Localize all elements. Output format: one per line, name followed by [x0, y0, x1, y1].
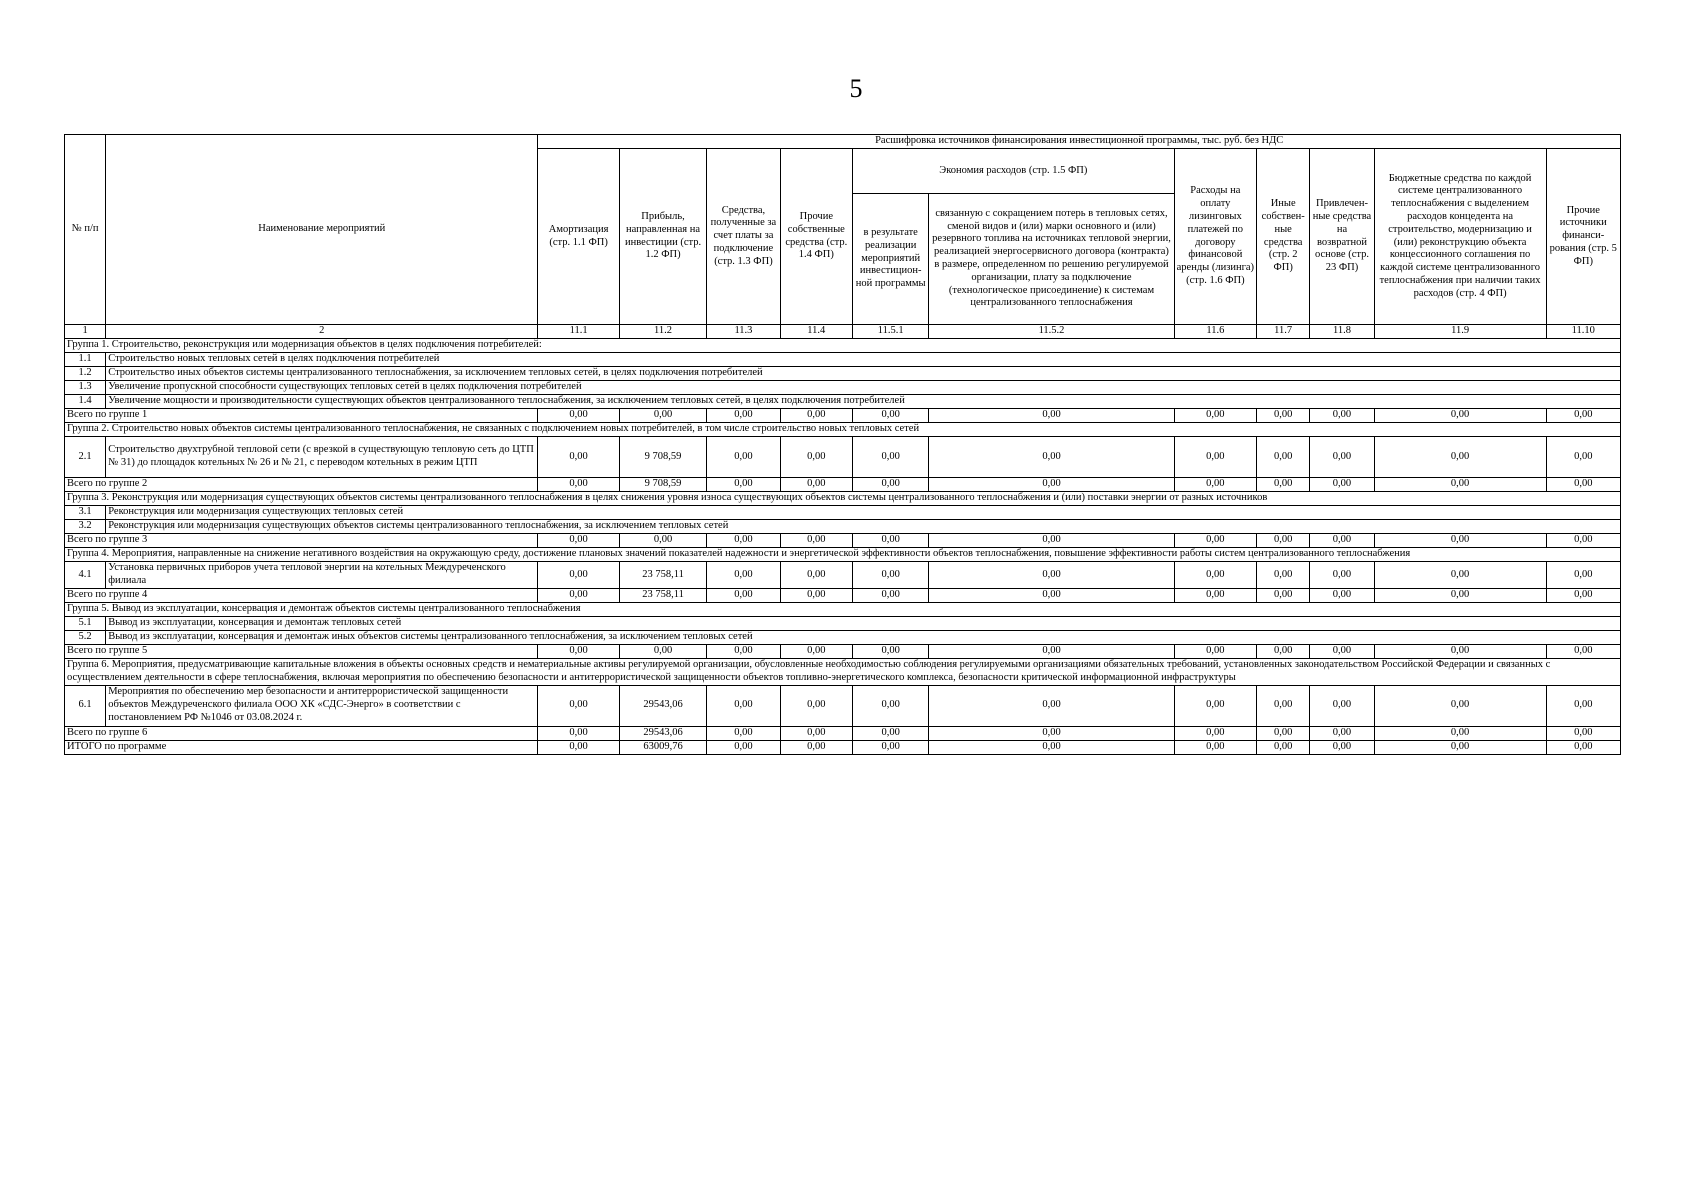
- header-other-sources: Прочие источники финанси-рования (стр. 5 ФП): [1546, 149, 1620, 325]
- header-num: № п/п: [65, 135, 106, 325]
- value-cell: 0,00: [1174, 726, 1256, 740]
- value-cell: 0,00: [1174, 740, 1256, 754]
- item-name: Вывод из эксплуатации, консервация и демонтаж тепловых сетей: [106, 617, 1621, 631]
- group-total-row: [65, 726, 1621, 740]
- value-cell: 0,00: [780, 409, 852, 423]
- value-cell: 0,00: [780, 437, 852, 478]
- item-number: 5.2: [65, 631, 106, 645]
- value-cell: 9 708,59: [619, 437, 706, 478]
- item-number: 1.1: [65, 353, 106, 367]
- value-cell: 0,00: [1546, 645, 1620, 659]
- value-cell: 0,00: [852, 437, 928, 478]
- group-title-row: [65, 659, 1621, 686]
- table-row: [65, 562, 1621, 589]
- col-number: 11.2: [619, 325, 706, 339]
- col-number: 11.7: [1257, 325, 1310, 339]
- item-number: 1.4: [65, 395, 106, 409]
- value-cell: 0,00: [619, 534, 706, 548]
- value-cell: 0,00: [707, 437, 780, 478]
- item-number: 1.2: [65, 367, 106, 381]
- value-cell: 0,00: [1374, 740, 1546, 754]
- header-savings-title: Экономия расходов (стр. 1.5 ФП): [852, 149, 1174, 194]
- table-row: [65, 685, 1621, 726]
- value-cell: 0,00: [538, 437, 619, 478]
- total-label: Всего по группе 1: [65, 409, 538, 423]
- value-cell: 0,00: [707, 589, 780, 603]
- total-label: Всего по группе 2: [65, 478, 538, 492]
- value-cell: 0,00: [929, 478, 1174, 492]
- value-cell: 63009,76: [619, 740, 706, 754]
- item-number: 1.3: [65, 381, 106, 395]
- value-cell: 0,00: [780, 589, 852, 603]
- total-label: Всего по группе 5: [65, 645, 538, 659]
- header-profit: Прибыль, направленная на инвестиции (стр. 1.2 ФП): [619, 149, 706, 325]
- item-number: 6.1: [65, 685, 106, 726]
- value-cell: 0,00: [852, 534, 928, 548]
- group-title-row: [65, 339, 1621, 353]
- item-name: Мероприятия по обеспечению мер безопасности и антитеррористической защищенности объектов Междуреченского филиала ООО ХК «СДС-Энерго» в соответствии с постановлением РФ №1046 от 03.08.2024 г.: [106, 685, 538, 726]
- value-cell: 0,00: [1174, 534, 1256, 548]
- value-cell: 0,00: [780, 562, 852, 589]
- table-row: [65, 506, 1621, 520]
- value-cell: 0,00: [929, 562, 1174, 589]
- col-number: 2: [106, 325, 538, 339]
- value-cell: 0,00: [780, 478, 852, 492]
- group-total-row: [65, 589, 1621, 603]
- value-cell: 0,00: [1310, 478, 1374, 492]
- item-name: Строительство новых тепловых сетей в целях подключения потребителей: [106, 353, 1621, 367]
- value-cell: 0,00: [852, 589, 928, 603]
- value-cell: 0,00: [1546, 409, 1620, 423]
- value-cell: 0,00: [1374, 589, 1546, 603]
- value-cell: 0,00: [1257, 685, 1310, 726]
- value-cell: 0,00: [1374, 534, 1546, 548]
- value-cell: 0,00: [538, 685, 619, 726]
- header-name: Наименование мероприятий: [106, 135, 538, 325]
- value-cell: 0,00: [707, 562, 780, 589]
- value-cell: 0,00: [1546, 685, 1620, 726]
- value-cell: 0,00: [1257, 562, 1310, 589]
- value-cell: 0,00: [1546, 726, 1620, 740]
- value-cell: 0,00: [707, 478, 780, 492]
- group-title: Группа 1. Строительство, реконструкция или модернизация объектов в целях подключения потребителей:: [65, 339, 1621, 353]
- col-number: 11.5.1: [852, 325, 928, 339]
- value-cell: 0,00: [1257, 645, 1310, 659]
- value-cell: 0,00: [780, 685, 852, 726]
- value-cell: 0,00: [1374, 685, 1546, 726]
- value-cell: 23 758,11: [619, 562, 706, 589]
- value-cell: 0,00: [929, 534, 1174, 548]
- value-cell: 0,00: [929, 726, 1174, 740]
- header-other-own2: Иные собствен-ные средства (стр. 2 ФП): [1257, 149, 1310, 325]
- value-cell: 0,00: [1310, 437, 1374, 478]
- item-name: Строительство двухтрубной тепловой сети (с врезкой в существующую тепловую сеть до ЦТП № 31) до площадок котельных № 26 и № 21, с переводом котельных в режим ЦТП: [106, 437, 538, 478]
- value-cell: 0,00: [852, 409, 928, 423]
- header-savings-losses: связанную с сокращением потерь в тепловых сетях, сменой видов и (или) марки основного и (или) резервного топлива на источниках тепловой энергии, реализацией энергосервисного договора (контракта) в размере, определенном по решению регулируемой организации, плату за подключение (технологическое присоединение) к системам централизованного теплоснабжения: [929, 194, 1174, 325]
- table-row: [65, 617, 1621, 631]
- value-cell: 0,00: [929, 685, 1174, 726]
- table-row: [65, 381, 1621, 395]
- table-row: [65, 367, 1621, 381]
- value-cell: 0,00: [1174, 562, 1256, 589]
- value-cell: 0,00: [1374, 478, 1546, 492]
- value-cell: 0,00: [780, 534, 852, 548]
- value-cell: 0,00: [1374, 645, 1546, 659]
- value-cell: 0,00: [707, 645, 780, 659]
- value-cell: 0,00: [1310, 534, 1374, 548]
- value-cell: 0,00: [1546, 478, 1620, 492]
- col-number: 11.10: [1546, 325, 1620, 339]
- col-number: 11.6: [1174, 325, 1256, 339]
- value-cell: 0,00: [1174, 409, 1256, 423]
- column-number-row: [65, 325, 1621, 339]
- value-cell: 0,00: [1310, 645, 1374, 659]
- value-cell: 0,00: [1546, 740, 1620, 754]
- item-name: Увеличение мощности и производительности существующих объектов централизованного теплоснабжения, за исключением тепловых сетей, в целях подключения потребителей: [106, 395, 1621, 409]
- value-cell: 0,00: [538, 645, 619, 659]
- value-cell: 0,00: [1257, 437, 1310, 478]
- item-name: Увеличение пропускной способности существующих тепловых сетей в целях подключения потребителей: [106, 381, 1621, 395]
- header-borrowed: Привлечен-ные средства на возвратной основе (стр. 23 ФП): [1310, 149, 1374, 325]
- table-row: [65, 631, 1621, 645]
- value-cell: 0,00: [1174, 589, 1256, 603]
- group-total-row: [65, 645, 1621, 659]
- investment-sources-table: [64, 134, 1621, 755]
- header-other-own: Прочие собственные средства (стр. 1.4 ФП): [780, 149, 852, 325]
- value-cell: 0,00: [538, 562, 619, 589]
- value-cell: 0,00: [780, 645, 852, 659]
- col-number: 11.4: [780, 325, 852, 339]
- value-cell: 0,00: [1546, 562, 1620, 589]
- table-row: [65, 520, 1621, 534]
- item-name: Реконструкция или модернизация существующих объектов системы централизованного теплоснабжения, за исключением тепловых сетей: [106, 520, 1621, 534]
- value-cell: 0,00: [1310, 685, 1374, 726]
- value-cell: 0,00: [1174, 437, 1256, 478]
- value-cell: 0,00: [707, 534, 780, 548]
- col-number: 11.9: [1374, 325, 1546, 339]
- value-cell: 29543,06: [619, 685, 706, 726]
- col-number: 11.5.2: [929, 325, 1174, 339]
- item-name: Реконструкция или модернизация существующих тепловых сетей: [106, 506, 1621, 520]
- value-cell: 0,00: [538, 589, 619, 603]
- value-cell: 0,00: [707, 685, 780, 726]
- item-name: Вывод из эксплуатации, консервация и демонтаж иных объектов системы централизованного теплоснабжения, за исключением тепловых сетей: [106, 631, 1621, 645]
- group-title-row: [65, 603, 1621, 617]
- value-cell: 0,00: [1257, 534, 1310, 548]
- group-title-row: [65, 492, 1621, 506]
- value-cell: 0,00: [1257, 409, 1310, 423]
- value-cell: 0,00: [538, 534, 619, 548]
- value-cell: 0,00: [852, 685, 928, 726]
- header-connection-fee: Средства, полученные за счет платы за подключение (стр. 1.3 ФП): [707, 149, 780, 325]
- value-cell: 0,00: [538, 478, 619, 492]
- value-cell: 0,00: [1374, 409, 1546, 423]
- value-cell: 0,00: [1257, 740, 1310, 754]
- value-cell: 0,00: [707, 740, 780, 754]
- value-cell: 0,00: [1257, 478, 1310, 492]
- value-cell: 0,00: [538, 409, 619, 423]
- value-cell: 0,00: [1546, 534, 1620, 548]
- value-cell: 0,00: [1310, 409, 1374, 423]
- group-title-row: [65, 423, 1621, 437]
- value-cell: 0,00: [1374, 437, 1546, 478]
- item-name: Установка первичных приборов учета тепловой энергии на котельных Междуреченского филиала: [106, 562, 538, 589]
- header-sources-title: Расшифровка источников финансирования инвестиционной программы, тыс. руб. без НДС: [538, 135, 1621, 149]
- value-cell: 0,00: [1174, 478, 1256, 492]
- value-cell: 0,00: [929, 589, 1174, 603]
- table-row: [65, 353, 1621, 367]
- header-leasing: Расходы на оплату лизинговых платежей по договору финансовой аренды (лизинга) (стр. 1.6 ФП): [1174, 149, 1256, 325]
- item-number: 3.1: [65, 506, 106, 520]
- value-cell: 0,00: [929, 740, 1174, 754]
- value-cell: 0,00: [707, 409, 780, 423]
- value-cell: 9 708,59: [619, 478, 706, 492]
- value-cell: 0,00: [1174, 645, 1256, 659]
- item-number: 2.1: [65, 437, 106, 478]
- value-cell: 0,00: [780, 740, 852, 754]
- header-amort: Амортизация (стр. 1.1 ФП): [538, 149, 619, 325]
- value-cell: 0,00: [1310, 740, 1374, 754]
- value-cell: 0,00: [929, 437, 1174, 478]
- value-cell: 0,00: [852, 562, 928, 589]
- value-cell: 0,00: [1310, 726, 1374, 740]
- col-number: 11.8: [1310, 325, 1374, 339]
- group-title: Группа 3. Реконструкция или модернизация существующих объектов системы централизованного теплоснабжения в целях снижения уровня износа существующих объектов системы централизованного теплоснабжения и (или) поставки энергии от разных источников: [65, 492, 1621, 506]
- group-title: Группа 2. Строительство новых объектов системы централизованного теплоснабжения, не связанных с подключением новых потребителей, в том числе строительство новых тепловых сетей: [65, 423, 1621, 437]
- value-cell: 0,00: [929, 645, 1174, 659]
- value-cell: 0,00: [1174, 685, 1256, 726]
- group-total-row: [65, 478, 1621, 492]
- value-cell: 0,00: [619, 409, 706, 423]
- value-cell: 0,00: [852, 740, 928, 754]
- header-savings-result: в результате реализации мероприятий инвестицион-ной программы: [852, 194, 928, 325]
- value-cell: 0,00: [852, 478, 928, 492]
- col-number: 1: [65, 325, 106, 339]
- value-cell: 0,00: [1310, 562, 1374, 589]
- value-cell: 29543,06: [619, 726, 706, 740]
- group-total-row: [65, 409, 1621, 423]
- value-cell: 0,00: [852, 726, 928, 740]
- value-cell: 0,00: [538, 740, 619, 754]
- col-number: 11.3: [707, 325, 780, 339]
- value-cell: 23 758,11: [619, 589, 706, 603]
- group-title: Группа 4. Мероприятия, направленные на снижение негативного воздействия на окружающую среду, достижение плановых значений показателей надежности и энергетической эффективности объектов теплоснабжения, повышение эффективности работы систем централизованного теплоснабжения: [65, 548, 1621, 562]
- item-number: 4.1: [65, 562, 106, 589]
- item-number: 5.1: [65, 617, 106, 631]
- value-cell: 0,00: [780, 726, 852, 740]
- value-cell: 0,00: [1374, 726, 1546, 740]
- header-budget: Бюджетные средства по каждой системе централизованного теплоснабжения с выделением расходов концедента на строительство, модернизацию и (или) реконструкцию объекта концессионного соглашения по каждой системе централизованного теплоснабжения при наличии таких расходов (стр. 4 ФП): [1374, 149, 1546, 325]
- value-cell: 0,00: [1546, 437, 1620, 478]
- value-cell: 0,00: [538, 726, 619, 740]
- group-title-row: [65, 548, 1621, 562]
- item-name: Строительство иных объектов системы централизованного теплоснабжения, за исключением тепловых сетей, в целях подключения потребителей: [106, 367, 1621, 381]
- total-label: Всего по группе 4: [65, 589, 538, 603]
- value-cell: 0,00: [1310, 589, 1374, 603]
- value-cell: 0,00: [929, 409, 1174, 423]
- group-title: Группа 5. Вывод из эксплуатации, консервация и демонтаж объектов системы централизованного теплоснабжения: [65, 603, 1621, 617]
- col-number: 11.1: [538, 325, 619, 339]
- table-row: [65, 395, 1621, 409]
- total-label: ИТОГО по программе: [65, 740, 538, 754]
- value-cell: 0,00: [707, 726, 780, 740]
- page-number: 5: [849, 74, 863, 103]
- total-label: Всего по группе 3: [65, 534, 538, 548]
- value-cell: 0,00: [619, 645, 706, 659]
- group-title: Группа 6. Мероприятия, предусматривающие капитальные вложения в объекты основных средств и нематериальные активы регулируемой организации, обусловленные необходимостью соблюдения регулируемыми организациями обязательных требований, установленных законодательством Российской Федерации и связанных с осуществлением деятельности в сфере теплоснабжения, включая мероприятия по обеспечению безопасности и антитеррористической защищенности объектов топливно-энергетического комплекса, безопасности критической информационной инфраструктуры: [65, 659, 1621, 686]
- total-label: Всего по группе 6: [65, 726, 538, 740]
- value-cell: 0,00: [1257, 726, 1310, 740]
- table-row: [65, 437, 1621, 478]
- value-cell: 0,00: [1257, 589, 1310, 603]
- value-cell: 0,00: [852, 645, 928, 659]
- value-cell: 0,00: [1546, 589, 1620, 603]
- item-number: 3.2: [65, 520, 106, 534]
- value-cell: 0,00: [1374, 562, 1546, 589]
- group-total-row: [65, 534, 1621, 548]
- grand-total-row: [65, 740, 1621, 754]
